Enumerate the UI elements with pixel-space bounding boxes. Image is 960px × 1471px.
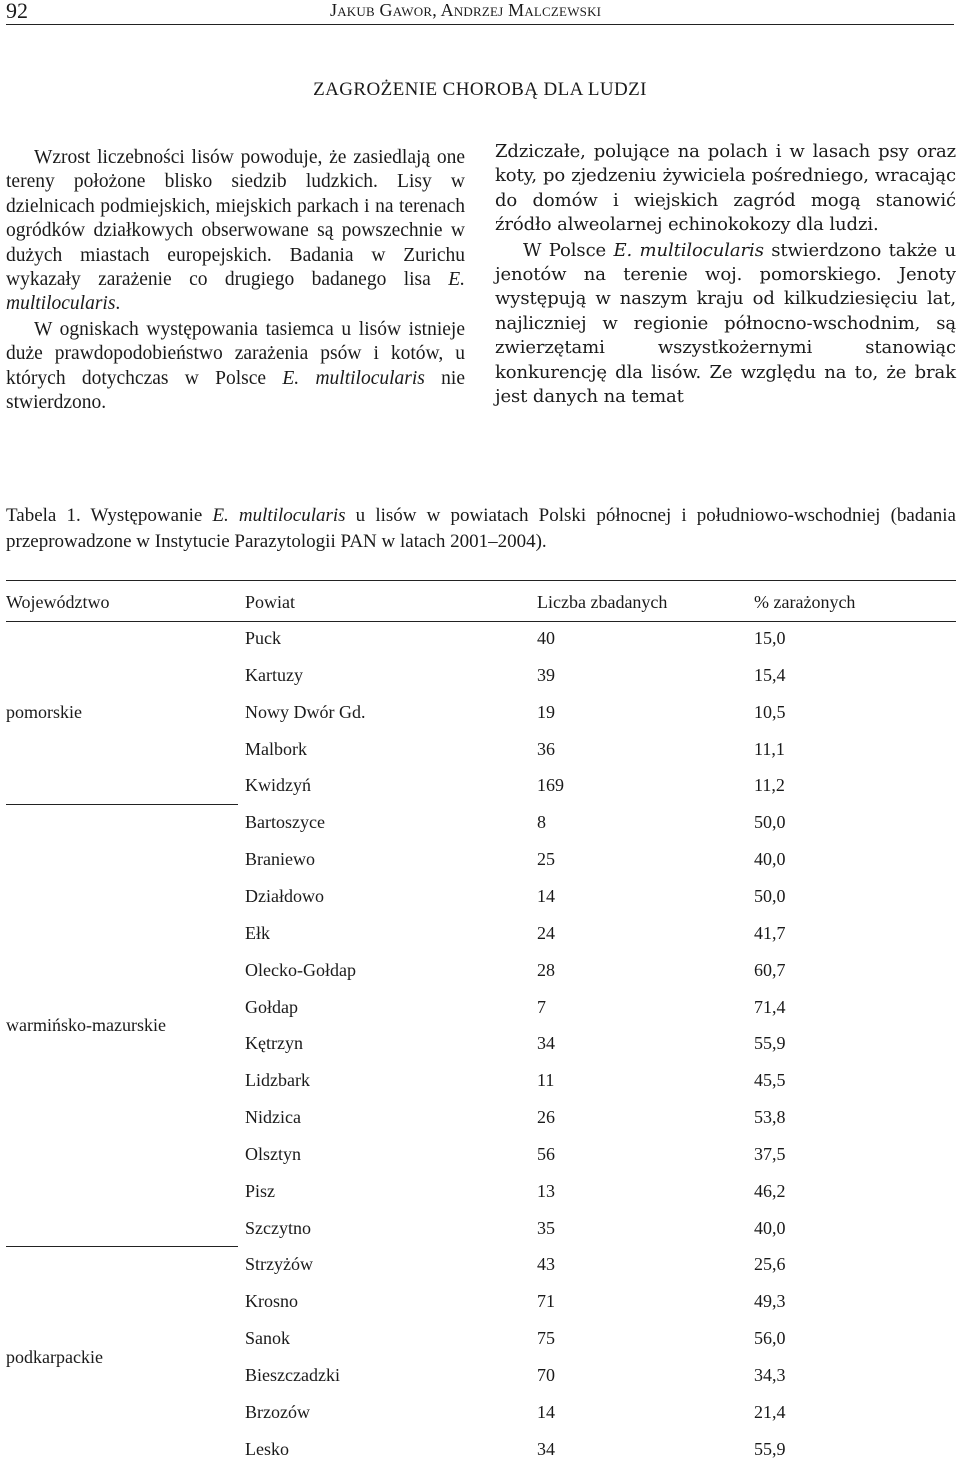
cell-percent: 34,3 [754, 1365, 786, 1385]
cell-percent: 53,8 [754, 1107, 786, 1128]
cell-count: 70 [537, 1365, 555, 1385]
cell-percent: 55,9 [754, 1438, 786, 1459]
cell-district: Krosno [245, 1291, 298, 1312]
cell-count: 26 [537, 1107, 555, 1128]
cell-count: 40 [537, 628, 555, 648]
cell-count: 34 [537, 1033, 555, 1054]
cell-percent: 71,4 [754, 996, 786, 1017]
cell-count: 14 [537, 885, 555, 906]
left-p1-end: . [115, 293, 121, 315]
cell-count: 71 [537, 1291, 555, 1312]
cell-district: Szczytno [245, 1217, 311, 1238]
right-column [495, 140, 956, 409]
cell-percent: 10,5 [754, 701, 786, 722]
table-header-rule [6, 621, 956, 622]
cell-count: 14 [537, 1401, 555, 1422]
cell-district: Brzozów [245, 1401, 310, 1422]
cell-district: Lesko [245, 1438, 289, 1459]
right-paragraph-1: Zdziczałe, polujące na polach i w lasach psy oraz koty, po zjedzeniu żywiciela pośredniego, wracając do domów i wiejskich zagród mogą stanowić źródło alweolarnej echinokokozy dla ludzi. [495, 141, 956, 236]
cell-province: podkarpackie [6, 1346, 103, 1367]
caption-end: u lisów w powiatach Polski północnej i południowo-wschodniej (badania przeprowadzone w Instytucie Parazytologii PAN w latach 2001–2004). [6, 505, 956, 552]
cell-district: Nidzica [245, 1107, 301, 1128]
table-caption [6, 503, 956, 555]
right-p2-species: E. multilocularis [613, 239, 764, 261]
cell-percent: 37,5 [754, 1143, 786, 1164]
left-paragraph-2 [6, 318, 465, 416]
cell-percent: 11,1 [754, 738, 785, 759]
cell-percent: 40,0 [754, 849, 786, 870]
cell-district: Nowy Dwór Gd. [245, 701, 366, 722]
cell-district: Olecko-Gołdap [245, 959, 356, 980]
cell-percent: 49,3 [754, 1291, 786, 1312]
cell-count: 28 [537, 959, 555, 980]
cell-count: 24 [537, 922, 555, 943]
cell-percent: 60,7 [754, 959, 786, 980]
cell-district: Gołdap [245, 996, 298, 1017]
cell-count: 11 [537, 1070, 555, 1091]
header-district: Powiat [245, 592, 296, 612]
page-number: 92 [6, 0, 28, 23]
cell-percent: 55,9 [754, 1033, 786, 1054]
cell-district: Lidzbark [245, 1070, 310, 1091]
cell-percent: 56,0 [754, 1328, 786, 1349]
caption-species: E. multilocularis [212, 505, 346, 526]
left-p2-species: E. multilocularis [282, 367, 425, 389]
cell-district: Kartuzy [245, 664, 303, 685]
cell-percent: 46,2 [754, 1180, 786, 1201]
group-divider-rule [6, 804, 238, 805]
cell-district: Ełk [245, 922, 270, 943]
cell-percent: 50,0 [754, 885, 786, 906]
cell-percent: 25,6 [754, 1254, 786, 1275]
cell-district: Działdowo [245, 885, 324, 906]
header-percent: % zarażonych [754, 592, 856, 612]
cell-percent: 41,7 [754, 922, 786, 943]
left-p1-text: Wzrost liczebności lisów powoduje, że zasiedlają one tereny położone blisko siedzib ludzkich. Lisy w dzielnicach podmiejskich, miejskich parkach i na terenach ogródków działkowych obserwowane są powszechnie w dużych miastach europejskich. Badania w Zurichu wykazały zarażenie co drugiego badanego lisa [6, 147, 465, 291]
running-head: Jakub Gawor, Andrzej Malczewski [330, 0, 602, 20]
header-rule [6, 24, 954, 25]
cell-count: 8 [537, 812, 546, 833]
table-top-rule [6, 580, 956, 581]
cell-count: 13 [537, 1180, 555, 1201]
cell-percent: 15,0 [754, 628, 786, 648]
cell-province: warmińsko-mazurskie [6, 1014, 166, 1035]
cell-district: Braniewo [245, 849, 315, 870]
cell-percent: 40,0 [754, 1217, 786, 1238]
cell-percent: 15,4 [754, 664, 786, 685]
cell-percent: 50,0 [754, 812, 786, 833]
header-count: Liczba zbadanych [537, 592, 668, 612]
cell-count: 35 [537, 1217, 555, 1238]
section-title: ZAGROŻENIE CHOROBĄ DLA LUDZI [313, 79, 647, 100]
group-divider-rule [6, 1246, 238, 1247]
left-column [6, 146, 465, 415]
cell-district: Sanok [245, 1328, 290, 1349]
right-p2-text: W Polsce [523, 239, 614, 261]
cell-count: 25 [537, 849, 555, 870]
cell-district: Strzyżów [245, 1254, 313, 1275]
cell-count: 19 [537, 701, 555, 722]
header-province: Województwo [6, 592, 110, 612]
cell-district: Bieszczadzki [245, 1365, 340, 1385]
caption-text: Tabela 1. Występowanie [6, 505, 213, 526]
right-paragraph-2 [495, 239, 956, 410]
cell-percent: 45,5 [754, 1070, 786, 1091]
cell-province: pomorskie [6, 701, 82, 722]
cell-count: 169 [537, 775, 564, 796]
cell-district: Puck [245, 628, 281, 648]
left-p1-species: E. multilocularis [6, 269, 465, 315]
cell-count: 75 [537, 1328, 555, 1349]
cell-count: 36 [537, 738, 555, 759]
cell-count: 56 [537, 1143, 555, 1164]
cell-count: 34 [537, 1438, 555, 1459]
cell-district: Malbork [245, 738, 307, 759]
cell-count: 7 [537, 996, 546, 1017]
left-p2-end: nie stwierdzono. [6, 367, 466, 414]
cell-district: Pisz [245, 1180, 276, 1201]
cell-district: Kętrzyn [245, 1033, 303, 1054]
right-p2-end: stwierdzono także u jenotów na terenie woj. pomorskiego. Jenoty występują w naszym kraju od kilkudziesięciu lat, najliczniej w regionie północno-wschodnim, są zwierzętami wszystkożernymi stanowiąc konkurencję dla lisów. Ze względu na to, że brak jest danych na temat [495, 239, 956, 408]
cell-count: 39 [537, 664, 555, 685]
cell-percent: 21,4 [754, 1401, 786, 1422]
left-paragraph-1 [6, 146, 465, 317]
cell-district: Olsztyn [245, 1143, 301, 1164]
cell-count: 43 [537, 1254, 555, 1275]
cell-percent: 11,2 [754, 775, 785, 796]
left-p2-text: W ogniskach występowania tasiemca u lisów istnieje duże prawdopodobieństwo zarażenia psów i kotów, u których dotychczas w Polsce [6, 318, 465, 389]
cell-district: Kwidzyń [245, 775, 311, 796]
cell-district: Bartoszyce [245, 812, 325, 833]
